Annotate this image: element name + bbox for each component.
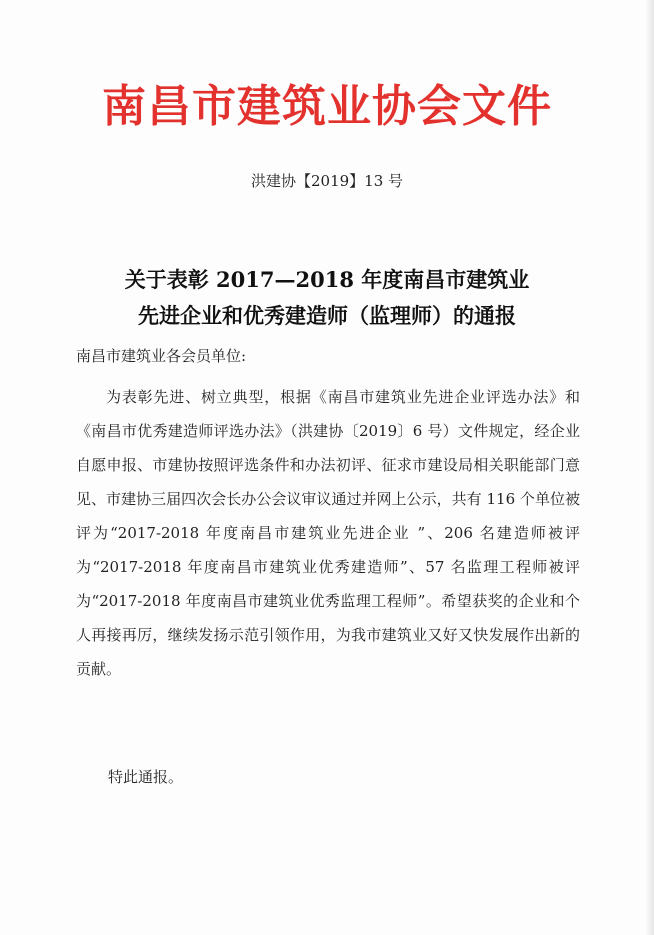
body-paragraph: 为表彰先进、树立典型，根据《南昌市建筑业先进企业评选办法》和《南昌市优秀建造师评选办法》（洪建协〔2019〕6 号）文件规定，经企业自愿申报、市建协按照评选条件和办法初评、征求市建设局相关职能部门意见、市建协三届四次会长办公会议审议通过并网上公示，共有 116 个单位被评为“2017-2018 年度南昌市建筑业先进企业 ”、206 名建造师被评为“2017-2018 年度南昌市建筑业优秀建造师”、57 名监理工程师被评为“2017-2018 年度南昌市建筑业优秀监理工程师”。希望获奖的企业和个人再接再厉，继续发扬示范引领作用，为我市建筑业又好又快发展作出新的贡献。 <box>76 388 580 678</box>
scan-edge-shadow <box>644 0 654 935</box>
document-header-title: 南昌市建筑业协会文件 <box>102 81 552 132</box>
notice-title-line-1: 关于表彰 2017—2018 年度南昌市建筑业 <box>124 267 530 292</box>
salutation: 南昌市建筑业各会员单位: <box>76 347 247 365</box>
document-number: 洪建协【2019】13 号 <box>250 172 404 190</box>
notice-title-line-2: 先进企业和优秀建造师（监理师）的通报 <box>138 303 516 328</box>
closing-statement: 特此通报。 <box>108 768 184 786</box>
notice-title <box>0 262 654 334</box>
body-text <box>76 380 580 686</box>
